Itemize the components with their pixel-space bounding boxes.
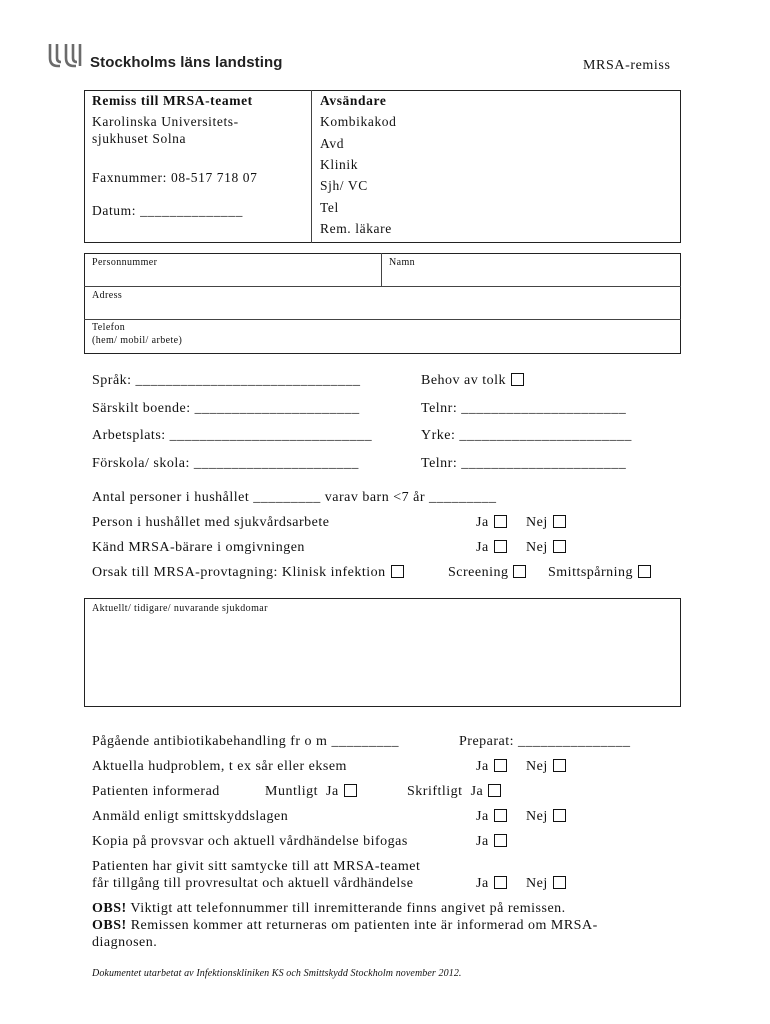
klinisk-infektion-checkbox[interactable] (391, 565, 404, 578)
sjukvardsarbete-ja-checkbox[interactable] (494, 515, 507, 528)
screening-label: Screening (448, 565, 509, 580)
obs-note-2 (92, 918, 598, 934)
sender-sjh-vc[interactable]: Sjh/ VC (320, 178, 368, 193)
sender-rem-lakare[interactable]: Rem. läkare (320, 221, 392, 236)
nej-label: Nej (526, 515, 548, 530)
samtycke-line-1: Patienten har givit sitt samtycke till att MRSA-teamet (92, 859, 421, 874)
ja-label: Ja (476, 759, 489, 774)
behov-tolk-checkbox[interactable] (511, 373, 524, 386)
kopia-ja (476, 834, 507, 850)
muntligt-ja-checkbox[interactable] (344, 784, 357, 797)
ja-label: Ja (476, 876, 489, 891)
kand-mrsa-question: Känd MRSA-bärare i omgivningen (92, 540, 305, 555)
recipient-sender-divider (311, 90, 312, 243)
skriftligt-ja-checkbox[interactable] (488, 784, 501, 797)
sjukvardsarbete-nej (526, 515, 566, 531)
kand-mrsa-ja-checkbox[interactable] (494, 540, 507, 553)
recipient-title: Remiss till MRSA-teamet (92, 93, 253, 108)
obs-note-2-cont: diagnosen. (92, 935, 158, 950)
smittsparning-checkbox[interactable] (638, 565, 651, 578)
antibiotika-line[interactable]: Pågående antibiotikabehandling fr o m _________ (92, 734, 399, 749)
samtycke-ja-checkbox[interactable] (494, 876, 507, 889)
ja-label: Ja (476, 834, 489, 849)
skriftligt-option (407, 784, 501, 800)
nej-label: Nej (526, 809, 548, 824)
preparat-line[interactable]: Preparat: _______________ (459, 734, 631, 749)
anmald-question: Anmäld enligt smittskyddslagen (92, 809, 289, 824)
telefon-field-label[interactable]: Telefon (92, 322, 126, 333)
kopia-ja-checkbox[interactable] (494, 834, 507, 847)
telnr-line-1[interactable]: Telnr: ______________________ (421, 401, 627, 416)
sprak-line[interactable]: Språk: ______________________________ (92, 373, 361, 388)
sll-logo-icon (46, 44, 86, 70)
patient-row-line-1 (84, 286, 681, 287)
screening-checkbox[interactable] (513, 565, 526, 578)
samtycke-line-2: får tillgång till provresultat och aktuell vårdhändelse (92, 876, 414, 891)
personnummer-field[interactable]: Personnummer (92, 257, 158, 268)
anmald-nej (526, 809, 566, 825)
sender-avd[interactable]: Avd (320, 136, 345, 151)
nej-label: Nej (526, 759, 548, 774)
kand-mrsa-nej (526, 540, 566, 556)
kopia-question: Kopia på provsvar och aktuell vårdhändelse bifogas (92, 834, 408, 849)
recipient-date[interactable]: Datum: ______________ (92, 203, 243, 218)
sender-title: Avsändare (320, 93, 387, 108)
muntligt-option (265, 784, 357, 800)
ja-label: Ja (326, 784, 339, 799)
adress-field[interactable]: Adress (92, 290, 123, 301)
muntligt-label: Muntligt (265, 784, 319, 799)
anmald-ja-checkbox[interactable] (494, 809, 507, 822)
patient-row-line-2 (84, 319, 681, 320)
samtycke-nej (526, 876, 566, 892)
sjukdomar-box[interactable] (84, 598, 681, 707)
footer-note: Dokumentet utarbetat av Infektionskliniken KS och Smittskydd Stockholm november 2012. (92, 968, 462, 979)
recipient-address-2: sjukhuset Solna (92, 131, 187, 146)
orsak-label: Orsak till MRSA-provtagning: Klinisk infektion (92, 565, 386, 580)
sarskilt-boende-line[interactable]: Särskilt boende: ______________________ (92, 401, 360, 416)
hudproblem-ja (476, 759, 507, 775)
informerad-label: Patienten informerad (92, 784, 220, 799)
orsak-smittsparning (548, 565, 651, 581)
telnr-line-2[interactable]: Telnr: ______________________ (421, 456, 627, 471)
recipient-fax: Faxnummer: 08-517 718 07 (92, 170, 258, 185)
obs-note-2-text: Remissen kommer att returneras om patienten inte är informerad om MRSA- (126, 918, 598, 933)
org-name: Stockholms läns landsting (90, 54, 283, 71)
hudproblem-nej (526, 759, 566, 775)
skriftligt-label: Skriftligt (407, 784, 463, 799)
sender-kombikakod[interactable]: Kombikakod (320, 114, 397, 129)
samtycke-ja (476, 876, 507, 892)
kand-mrsa-ja (476, 540, 507, 556)
samtycke-nej-checkbox[interactable] (553, 876, 566, 889)
hudproblem-nej-checkbox[interactable] (553, 759, 566, 772)
namn-field[interactable]: Namn (389, 257, 416, 268)
sjukdomar-label: Aktuellt/ tidigare/ nuvarande sjukdomar (92, 603, 268, 614)
arbetsplats-line[interactable]: Arbetsplats: ___________________________ (92, 428, 373, 443)
antal-personer-line[interactable]: Antal personer i hushållet _________ varav barn <7 år _________ (92, 490, 497, 505)
doc-type: MRSA-remiss (583, 58, 671, 73)
orsak-screening (448, 565, 526, 581)
yrke-line[interactable]: Yrke: _______________________ (421, 428, 632, 443)
smittsparning-label: Smittspårning (548, 565, 634, 580)
orsak-klinisk (92, 565, 404, 581)
recipient-address-1: Karolinska Universitets- (92, 114, 239, 129)
nej-label: Nej (526, 540, 548, 555)
ja-label: Ja (470, 784, 484, 799)
anmald-ja (476, 809, 507, 825)
sjukvardsarbete-ja (476, 515, 507, 531)
kand-mrsa-nej-checkbox[interactable] (553, 540, 566, 553)
sjukvardsarbete-nej-checkbox[interactable] (553, 515, 566, 528)
sender-klinik[interactable]: Klinik (320, 157, 359, 172)
nej-label: Nej (526, 876, 548, 891)
obs-note-1 (92, 901, 566, 917)
forskola-line[interactable]: Förskola/ skola: ______________________ (92, 456, 359, 471)
ja-label: Ja (476, 540, 489, 555)
behov-tolk (421, 373, 524, 389)
obs-note-1-text: Viktigt att telefonnummer till inremitterande finns angivet på remissen. (126, 901, 566, 916)
behov-tolk-label: Behov av tolk (421, 373, 507, 388)
ja-label: Ja (476, 515, 489, 530)
ja-label: Ja (476, 809, 489, 824)
obs-word: OBS! (92, 901, 127, 916)
anmald-nej-checkbox[interactable] (553, 809, 566, 822)
hudproblem-ja-checkbox[interactable] (494, 759, 507, 772)
obs-word: OBS! (92, 918, 127, 933)
hudproblem-question: Aktuella hudproblem, t ex sår eller eksem (92, 759, 347, 774)
sjukvardsarbete-question: Person i hushållet med sjukvårdsarbete (92, 515, 330, 530)
sll-logo (46, 44, 86, 75)
telefon-field-sublabel: (hem/ mobil/ arbete) (92, 335, 183, 346)
patient-divider (381, 253, 382, 286)
sender-tel[interactable]: Tel (320, 200, 339, 215)
